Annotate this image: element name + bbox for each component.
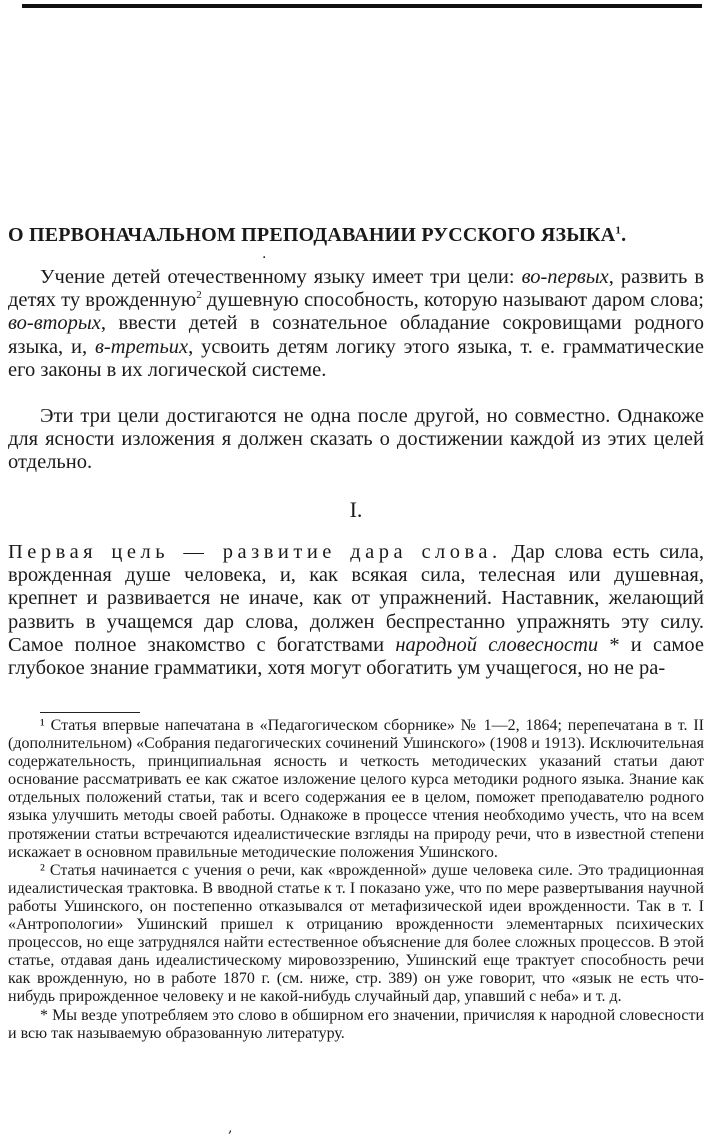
footnote-2: ² Статья начинается с учения о речи, как «врожденной» душе человека силе. Это традиционная идеалистическая трактовка. В вводной статье к т. I показано уже, что по мере развертывания научной работы Ушинского, он постепенно отказывался от метафизической идеи врожденности. Так в т. I «Антропологии» Ушинский пришел к отрицанию врожденности элементарных психических процессов, но еще затруднялся найти естественное объяснение для более сложных процессов. В этой статье, отдавая дань идеалистическому мировоззрению, Ушинский еще трактует способность речи как врожденную, но в работе 1870 г. (см. ниже, стр. 389) он уже говорит, что «язык не есть что-нибудь прирожденное человеку и не какой-нибудь случайный дар, упавший с неба» и т. д.	[8, 861, 704, 1006]
emphasis-third: в-третьих	[95, 335, 189, 358]
footnotes	[8, 717, 704, 1043]
print-mark: ·	[262, 250, 267, 266]
print-mark-bottom: ,	[228, 1120, 233, 1136]
footnote-ref-2: 2	[196, 289, 202, 302]
footnote-divider	[40, 712, 140, 713]
footnote-asterisk: * Мы везде употребляем это слово в обширном его значении, причисляя к народной словесности и всю так называемую образованную литературу.	[8, 1006, 704, 1042]
emphasis-second: во-вторых	[8, 312, 101, 335]
page-title: О ПЕРВОНАЧАЛЬНОМ ПРЕПОДАВАНИИ РУССКОГО ЯЗЫКА$^1$.	[8, 224, 627, 246]
paragraph-3: Первая цель — развитие дара слова. Дар слова есть сила, врожденная душе человека, и, как всякая сила, телесная или душевная, крепнет и развивается не иначе, как от упражнений. Наставник, желающий развить в учащемся дар слова, должен беспрестанно упражнять эту силу. Самое полное знакомство с богатствами народной словесности * и самое глубокое знание грамматики, хотя могут обогатить ум учащегося, но не ра-	[8, 541, 704, 680]
emphasis-folk-literature: народной словесности	[395, 633, 599, 656]
section-heading: I.	[349, 497, 363, 522]
emphasis-first: во-первых	[521, 266, 609, 288]
title-footnote-ref: 1	[615, 224, 622, 237]
top-rule	[22, 4, 702, 8]
spaced-lead: Первая цель — развитие дара слова.	[8, 541, 502, 563]
paragraph-1: Учение детей отечественному языку имеет три цели: во-первых, развить в детях ту врожденную$^2$ душевную способность, которую называют даром слова; во-вторых, ввести детей в сознательное обладание сокровищами родного языка, и, в-третьих, усвоить детям логику этого языка, т. е. грамматические его законы в их логической системе.	[8, 266, 704, 381]
footnote-1: ¹ Статья впервые напечатана в «Педагогическом сборнике» № 1—2, 1864; перепечатана в т. II (дополнительном) «Собрания педагогических сочинений Ушинского» (1908 и 1913). Исключительная содержательность, принципиальная ясность и четкость методических указаний статьи дают основание рассматривать ее как сжатое изложение целого курса методики родного языка. Знание как отдельных положений статьи, так и всего содержания ее в целом, поможет преподавателю родного языка улучшить методы своей работы. Однакоже в процессе чтения необходимо учесть, что на всем протяжении статьи встречаются идеалистические взгляды на природу речи, что в известной степени искажает в основном правильные методические положения Ушинского.	[8, 717, 704, 861]
title-text: О ПЕРВОНАЧАЛЬНОМ ПРЕПОДАВАНИИ РУССКОГО ЯЗЫКА	[8, 224, 616, 246]
paragraph-2: Эти три цели достигаются не одна после другой, но совместно. Однакоже для ясности изложения я должен сказать о достижении каждой из этих целей отдельно.	[8, 405, 704, 474]
